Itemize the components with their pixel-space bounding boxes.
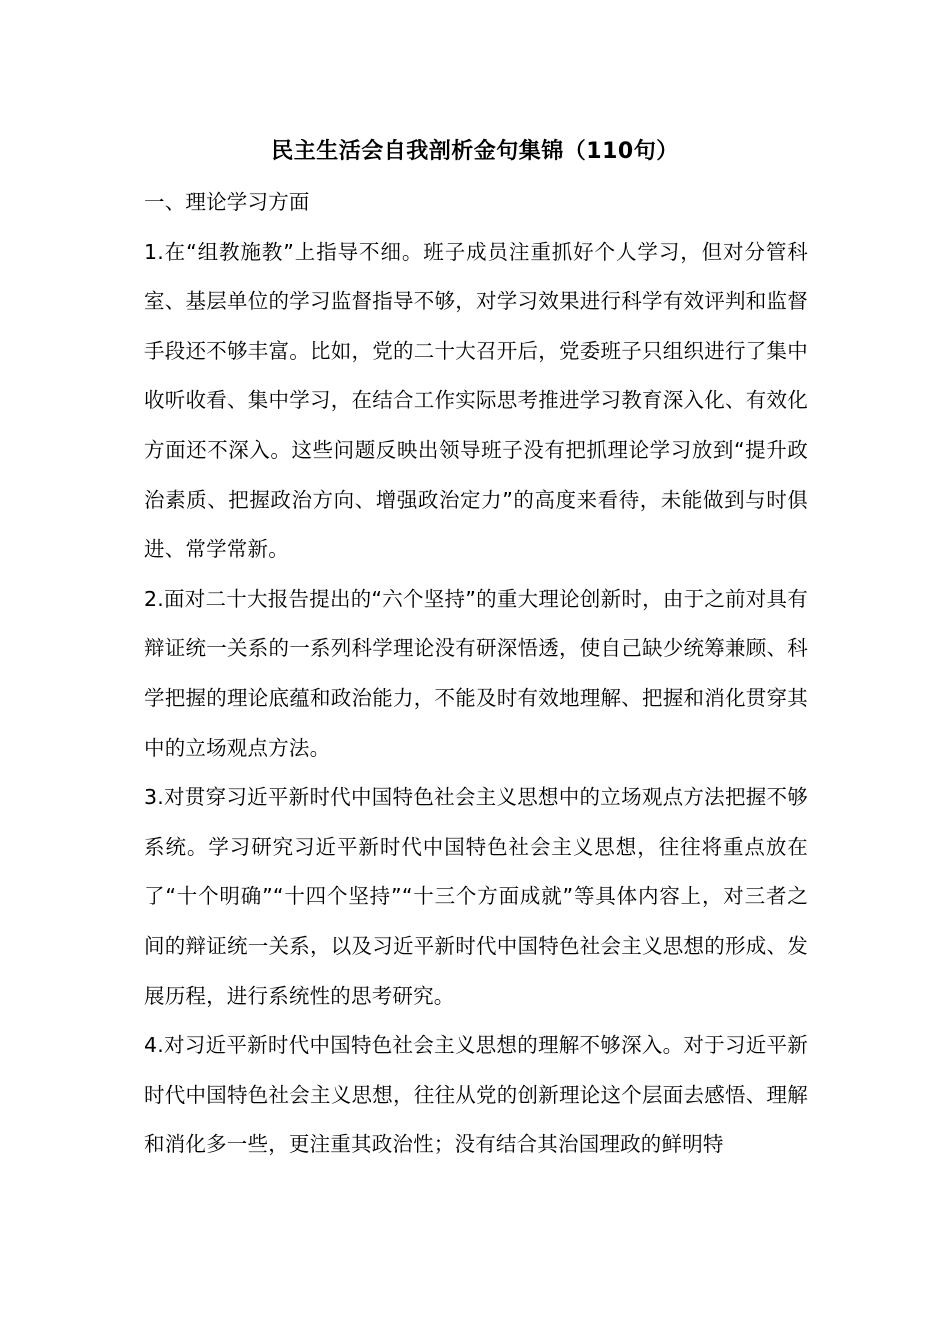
paragraph-3: 3.对贯穿习近平新时代中国特色社会主义思想中的立场观点方法把握不够系统。学习研究习近平新时代中国特色社会主义思想，往往将重点放在了“十个明确”“十四个坚持”“十三个方面成就”等具体内容上，对三者之间的辩证统一关系，以及习近平新时代中国特色社会主义思想的形成、发展历程，进行系统性的思考研究。 bbox=[144, 785, 808, 1008]
section-heading: 一、理论学习方面 bbox=[144, 190, 310, 214]
paragraph-2: 2.面对二十大报告提出的“六个坚持”的重大理论创新时，由于之前对具有辩证统一关系的一系列科学理论没有研深悟透，使自己缺少统筹兼顾、科学把握的理论底蕴和政治能力，不能及时有效地理解、把握和消化贯穿其中的立场观点方法。 bbox=[144, 586, 808, 760]
paragraph-1: 1.在“组教施教”上指导不细。班子成员注重抓好个人学习，但对分管科室、基层单位的学习监督指导不够，对学习效果进行科学有效评判和监督手段还不够丰富。比如，党的二十大召开后，党委班子只组织进行了集中收听收看、集中学习，在结合工作实际思考推进学习教育深入化、有效化方面还不深入。这些问题反映出领导班子没有把抓理论学习放到“提升政治素质、把握政治方向、增强政治定力”的高度来看待，未能做到与时俱进、常学常新。 bbox=[144, 239, 808, 562]
document-title: 民主生活会自我剖析金句集锦（110句） bbox=[271, 139, 679, 164]
document-body bbox=[144, 178, 808, 1170]
paragraph-4: 4.对习近平新时代中国特色社会主义思想的理解不够深入。对于习近平新时代中国特色社会主义思想，往往从党的创新理论这个层面去感悟、理解和消化多一些，更注重其政治性；没有结合其治国理政的鲜明特 bbox=[144, 1033, 808, 1157]
